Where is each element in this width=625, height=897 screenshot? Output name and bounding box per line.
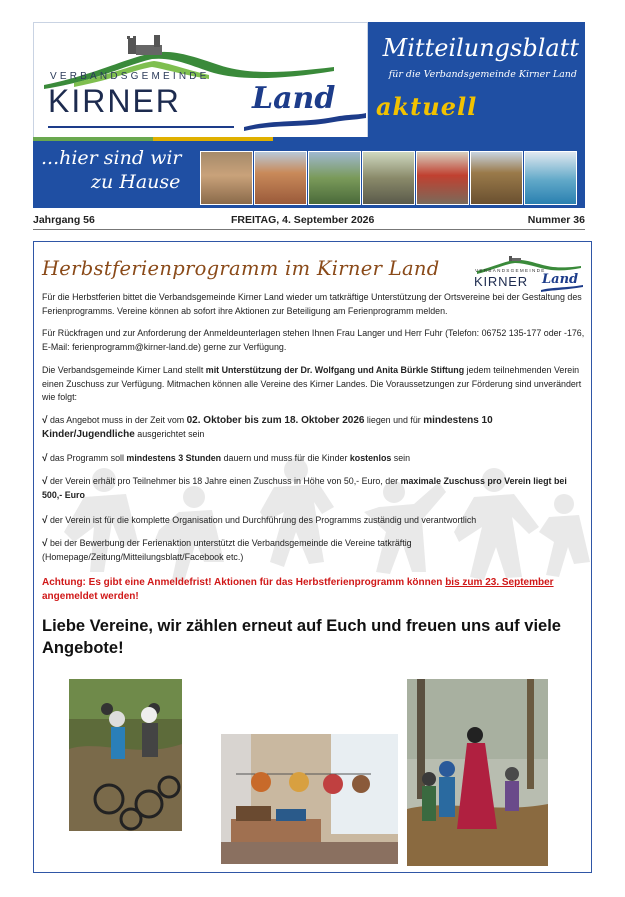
slogan-line-1: ...hier sind wir [41, 147, 182, 169]
aktuell-label: aktuell [376, 92, 478, 121]
requirement-subsidy: √ der Verein erhält pro Teilnehmer bis 18 Jahre einen Zuschuss in Höhe von 50,- Euro, der maximale Zuschuss pro Verein liegt bei 500,- Euro [42, 476, 567, 500]
logo-kirner-text: KIRNER [48, 83, 181, 119]
requirement-duration: √ das Programm soll mindestens 3 Stunden dauern und muss für die Kinder kostenlos sein [42, 453, 411, 464]
checkmark-icon: √ [42, 415, 48, 426]
requirement-period: √ das Angebot muss in der Zeit vom 02. Oktober bis zum 18. Oktober 2026 liegen und für mindestens 10 Kinder/Jugendliche ausgerichtet sein [42, 415, 493, 440]
issue-date: FREITAG, 4. September 2026 [231, 214, 375, 226]
logo-panel [33, 22, 368, 139]
rock-formation-photo [470, 151, 523, 205]
requirement-organisation: √ der Verein ist für die komplette Organisation und Durchführung des Programms zuständig und verantwortlich [42, 515, 477, 526]
forest-walk-kids-photo [407, 679, 548, 866]
issue-divider [33, 229, 585, 230]
foundation-name: mit Unterstützung der Dr. Wolfgang und Anita Bürkle Stiftung [205, 365, 465, 375]
masthead [33, 22, 585, 208]
craft-workshop-photo [221, 734, 398, 864]
logo-verbandsgemeinde-text: VERBANDSGEMEINDE [50, 71, 210, 82]
title-panel [368, 22, 585, 139]
checkmark-icon: √ [42, 476, 48, 487]
half-timbered-house-photo [254, 151, 307, 205]
castle-tower-photo [308, 151, 361, 205]
paragraph-contact: Für Rückfragen und zur Anforderung der Anmeldeunterlagen stehen Ihnen Frau Langer und Herr Fuhr (Telefon: 06752 135-177 oder -176, E-Mail: ferienprogramm@kirner-land.de) gerne zur Verfügung. [42, 328, 585, 352]
paragraph-funding: Die Verbandsgemeinde Kirner Land stellt mit Unterstützung der Dr. Wolfgang und Anita Bürkle Stiftung jedem teilnehmenden Verein einen Zuschuss zur Verfügung. Mitmachen können alle Vereine des Kirner Landes. Die Voraussetzungen zur Förderung sind unverändert wie folgt: [42, 365, 582, 402]
issue-number: Nummer 36 [527, 214, 585, 226]
requirement-promotion: √ bei der Bewerbung der Ferienaktion unterstützt die Verbandsgemeinde die Vereine tatkräftig (Homepage/Zeitung/Mitteilungsblatt/Facebook etc.) [42, 538, 412, 562]
mountain-bike-kids-photo [69, 679, 182, 831]
closing-headline: Liebe Vereine, wir zählen erneut auf Euch und freuen uns auf viele Angebote! [42, 617, 561, 657]
deadline-warning: Achtung: Es gibt eine Anmeldefrist! Aktionen für das Herbstferienprogramm können bis zum 23. September angemeldet werden! [42, 577, 554, 602]
checkmark-icon: √ [42, 515, 48, 526]
red-arches-photo [416, 151, 469, 205]
article-logo-land: Land [542, 272, 579, 287]
checkmark-icon: √ [42, 538, 48, 549]
article-logo-kirner: KIRNER [474, 274, 528, 289]
article-box [33, 241, 592, 873]
article-logo [473, 255, 585, 293]
stairway-photo [362, 151, 415, 205]
deadline-date: bis zum 23. September [445, 577, 554, 588]
paragraph-intro: Für die Herbstferien bittet die Verbandsgemeinde Kirner Land wieder um tatkräftige Unterstützung der Ortsvereine bei der Gestaltung des Ferienprogramms. Vereine können ab sofort ihre Aktionen zur Beteiligung am Ferienprogramm melden. [42, 292, 582, 316]
masthead-photo-strip [33, 141, 585, 208]
swimming-pool-photo [524, 151, 577, 205]
town-building-photo [200, 151, 253, 205]
article-title: Herbstferienprogramm im Kirner Land [42, 257, 440, 280]
newsletter-subtitle: für die Verbandsgemeinde Kirner Land [388, 69, 577, 80]
article-logo-verbandsgemeinde: VERBANDSGEMEINDE [475, 268, 546, 273]
checkmark-icon: √ [42, 453, 48, 464]
logo-land-text: Land [252, 81, 336, 116]
slogan-line-2: zu Hause [91, 171, 181, 193]
newsletter-title: Mitteilungsblatt [382, 34, 579, 62]
issue-volume: Jahrgang 56 [33, 214, 95, 226]
